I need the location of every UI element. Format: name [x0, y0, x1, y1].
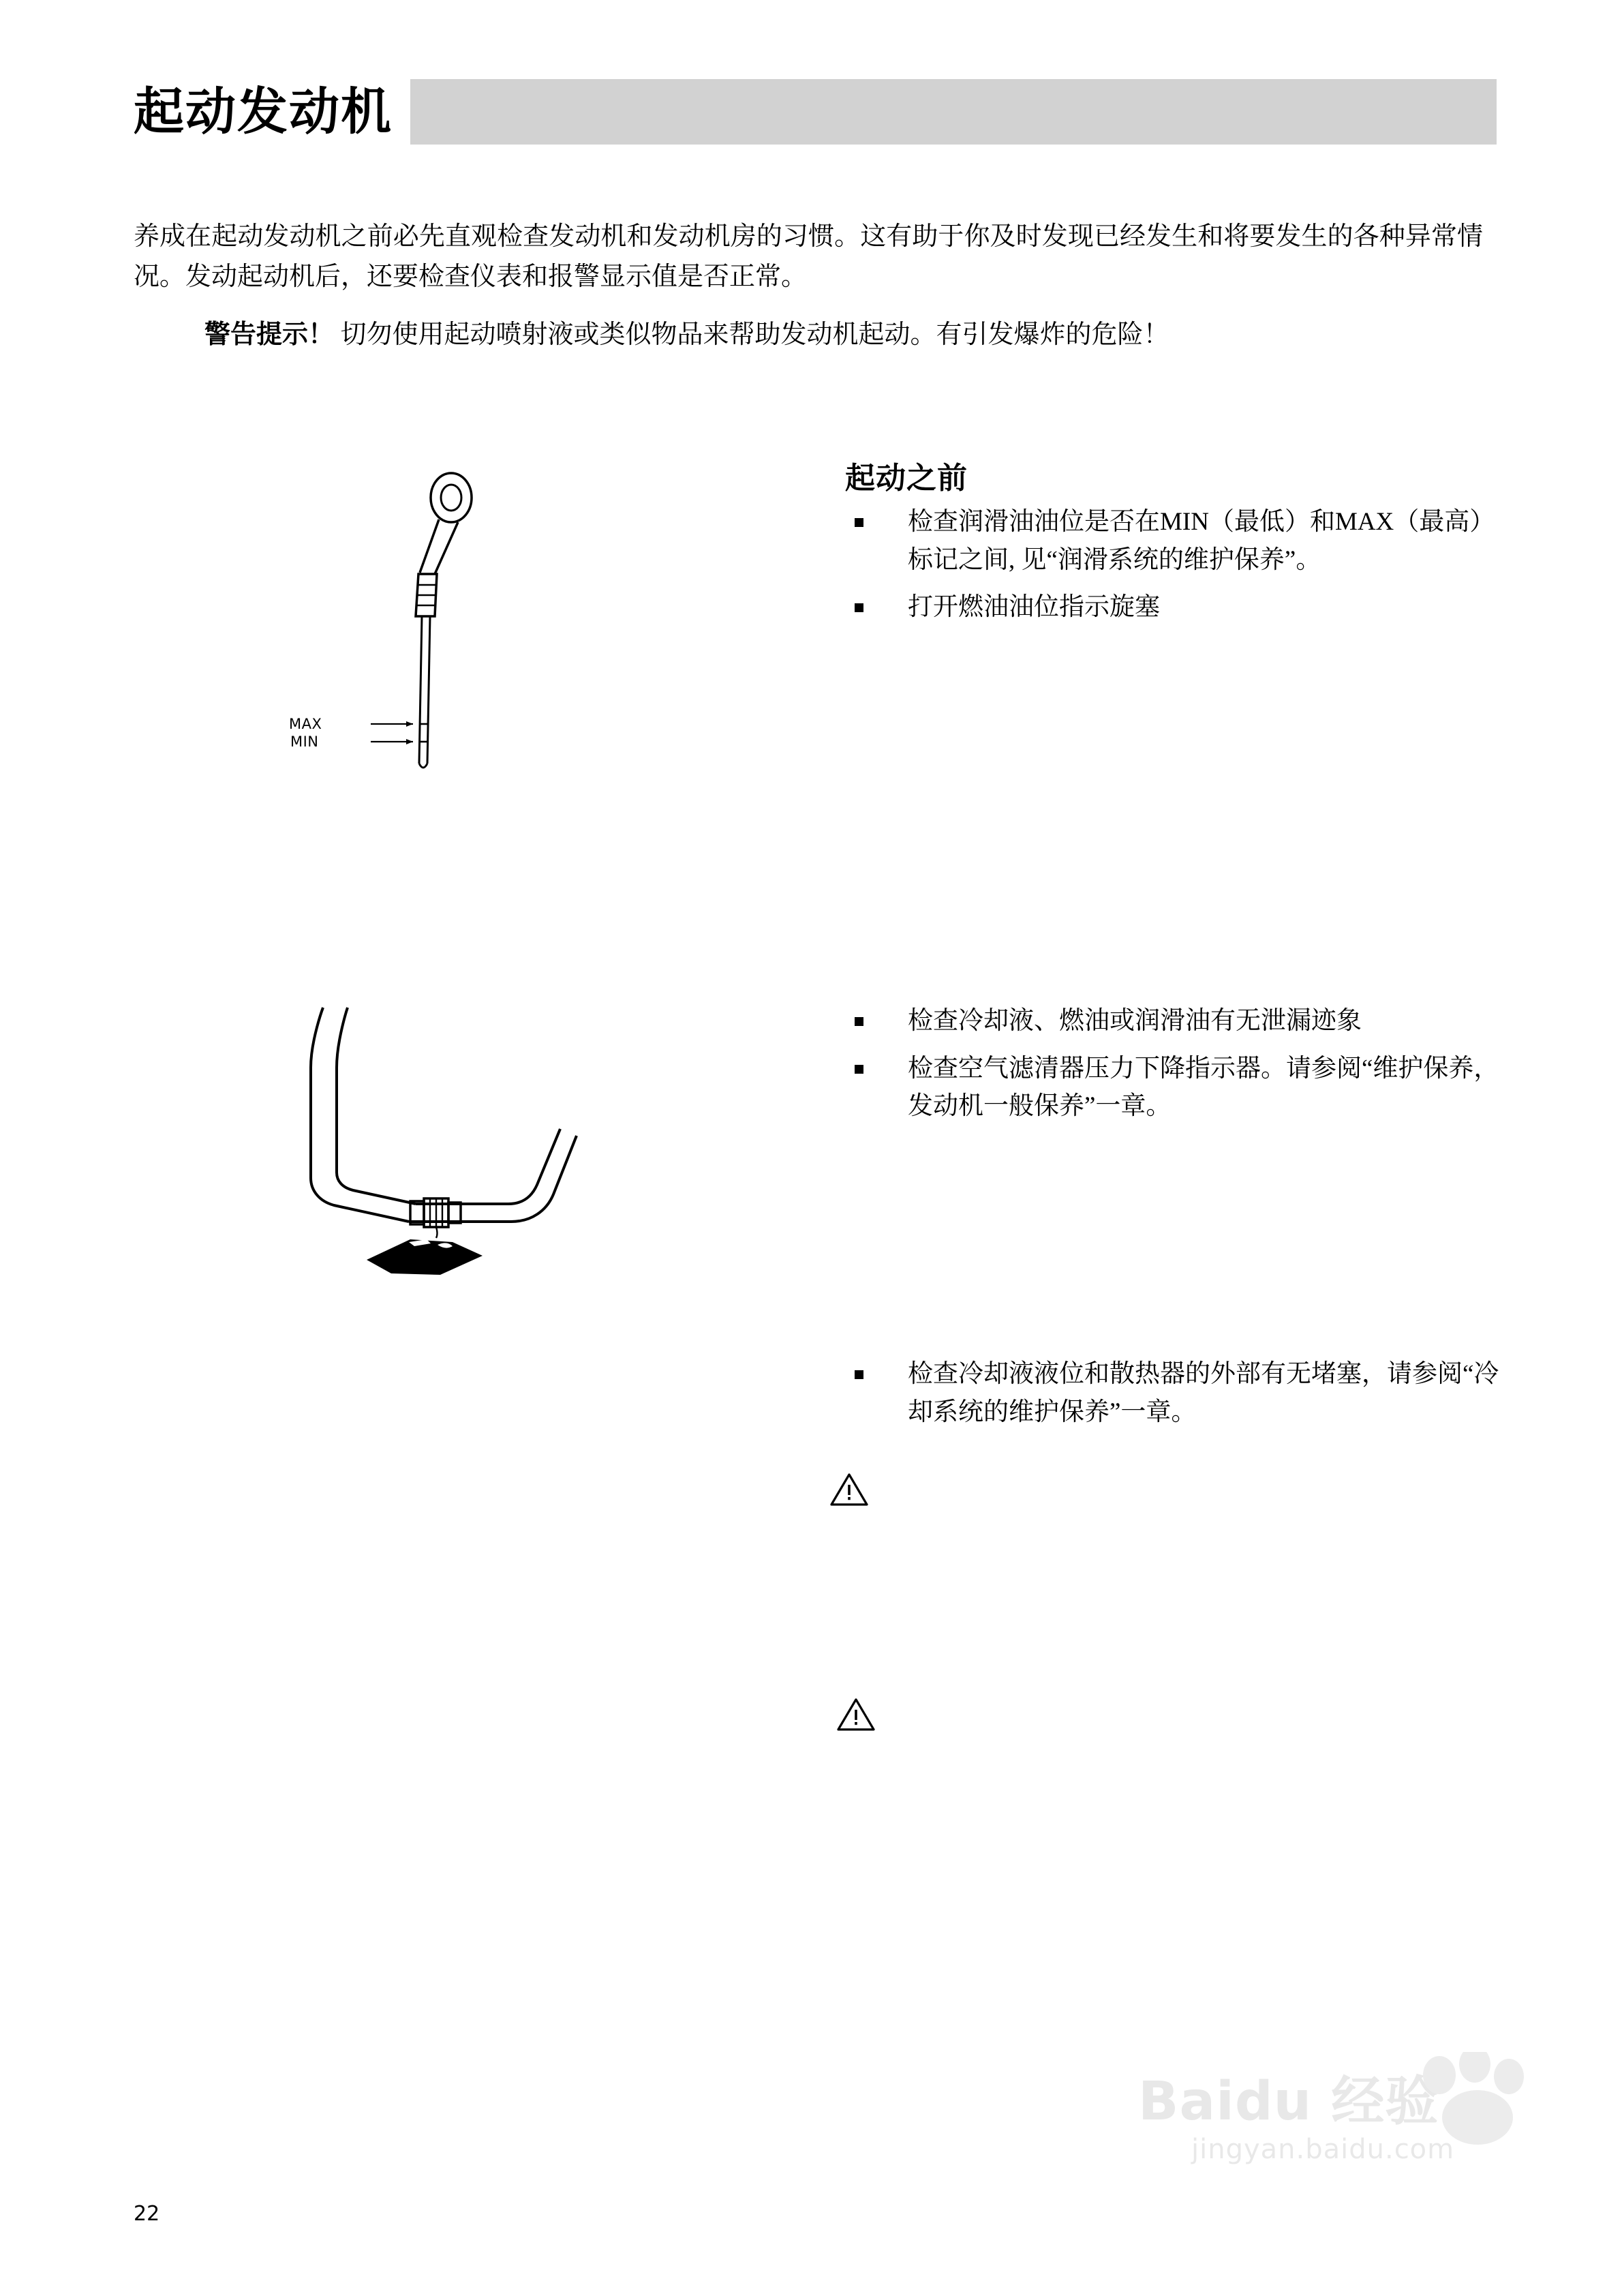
- dipstick-figure: [286, 470, 518, 804]
- figure-label-max: MAX: [289, 716, 322, 732]
- bullet-square-icon: [855, 1065, 863, 1074]
- warning-text: 切勿使用起动喷射液或类似物品来帮助发动机起动。有引发爆炸的危险！: [334, 320, 1169, 349]
- page-title: 起动发动机: [134, 74, 410, 150]
- bullet-list-coolant-check: [845, 1355, 1499, 1440]
- hose-leak-figure: [307, 1002, 600, 1282]
- bullet-square-icon: [855, 1370, 863, 1379]
- paw-print-icon: [1409, 2052, 1539, 2147]
- intro-paragraph: 养成在起动发动机之前必先直观检查发动机和发动机房的习惯。这有助于你及时发现已经发生和将要发生的各种异常情况。发动起动机后，还要检查仪表和报警显示值是否正常。: [134, 222, 1483, 291]
- section-heading: 起动之前: [845, 461, 968, 496]
- watermark-sub-text: jingyan.baidu.com: [1191, 2134, 1455, 2165]
- list-item: [845, 503, 1499, 579]
- bullet-square-icon: [855, 1017, 863, 1026]
- hose-leak-drawing: [307, 1002, 600, 1282]
- figure-label-min: MIN: [290, 734, 319, 750]
- bullet-square-icon: [855, 518, 863, 527]
- bullet-square-icon: [855, 603, 863, 612]
- list-item: [845, 1002, 1499, 1040]
- watermark-main-text: Baidu 经验: [1138, 2071, 1439, 2132]
- warning-label: 警告提示！: [204, 320, 335, 349]
- list-item: [845, 1050, 1499, 1126]
- list-item: [845, 588, 1499, 626]
- warning-note: [204, 315, 1486, 355]
- warning-triangle-icon: [830, 1472, 868, 1507]
- baidu-watermark: [1138, 2052, 1547, 2188]
- list-item-label: 检查空气滤清器压力下降指示器。请参阅“维护保养，发动机一般保养”一章。: [908, 1054, 1499, 1120]
- list-item-label: 打开燃油油位指示旋塞: [908, 593, 1160, 621]
- page-number: 22: [134, 2202, 160, 2226]
- list-item-label: 检查冷却液液位和散热器的外部有无堵塞，请参阅“冷却系统的维护保养”一章。: [908, 1360, 1499, 1426]
- list-item: [845, 1355, 1499, 1431]
- page-title-row: [134, 74, 1497, 150]
- list-item-label: 检查冷却液、燃油或润滑油有无泄漏迹象: [908, 1007, 1362, 1035]
- list-item-label: 检查润滑油油位是否在MIN（最低）和MAX（最高）标记之间, 见“润滑系统的维护保养”。: [908, 508, 1495, 574]
- warning-triangle-icon: [837, 1697, 875, 1732]
- dipstick-drawing: [286, 470, 518, 804]
- bullet-list-leak-check: [845, 1002, 1499, 1135]
- bullet-list-before-start: [845, 503, 1499, 636]
